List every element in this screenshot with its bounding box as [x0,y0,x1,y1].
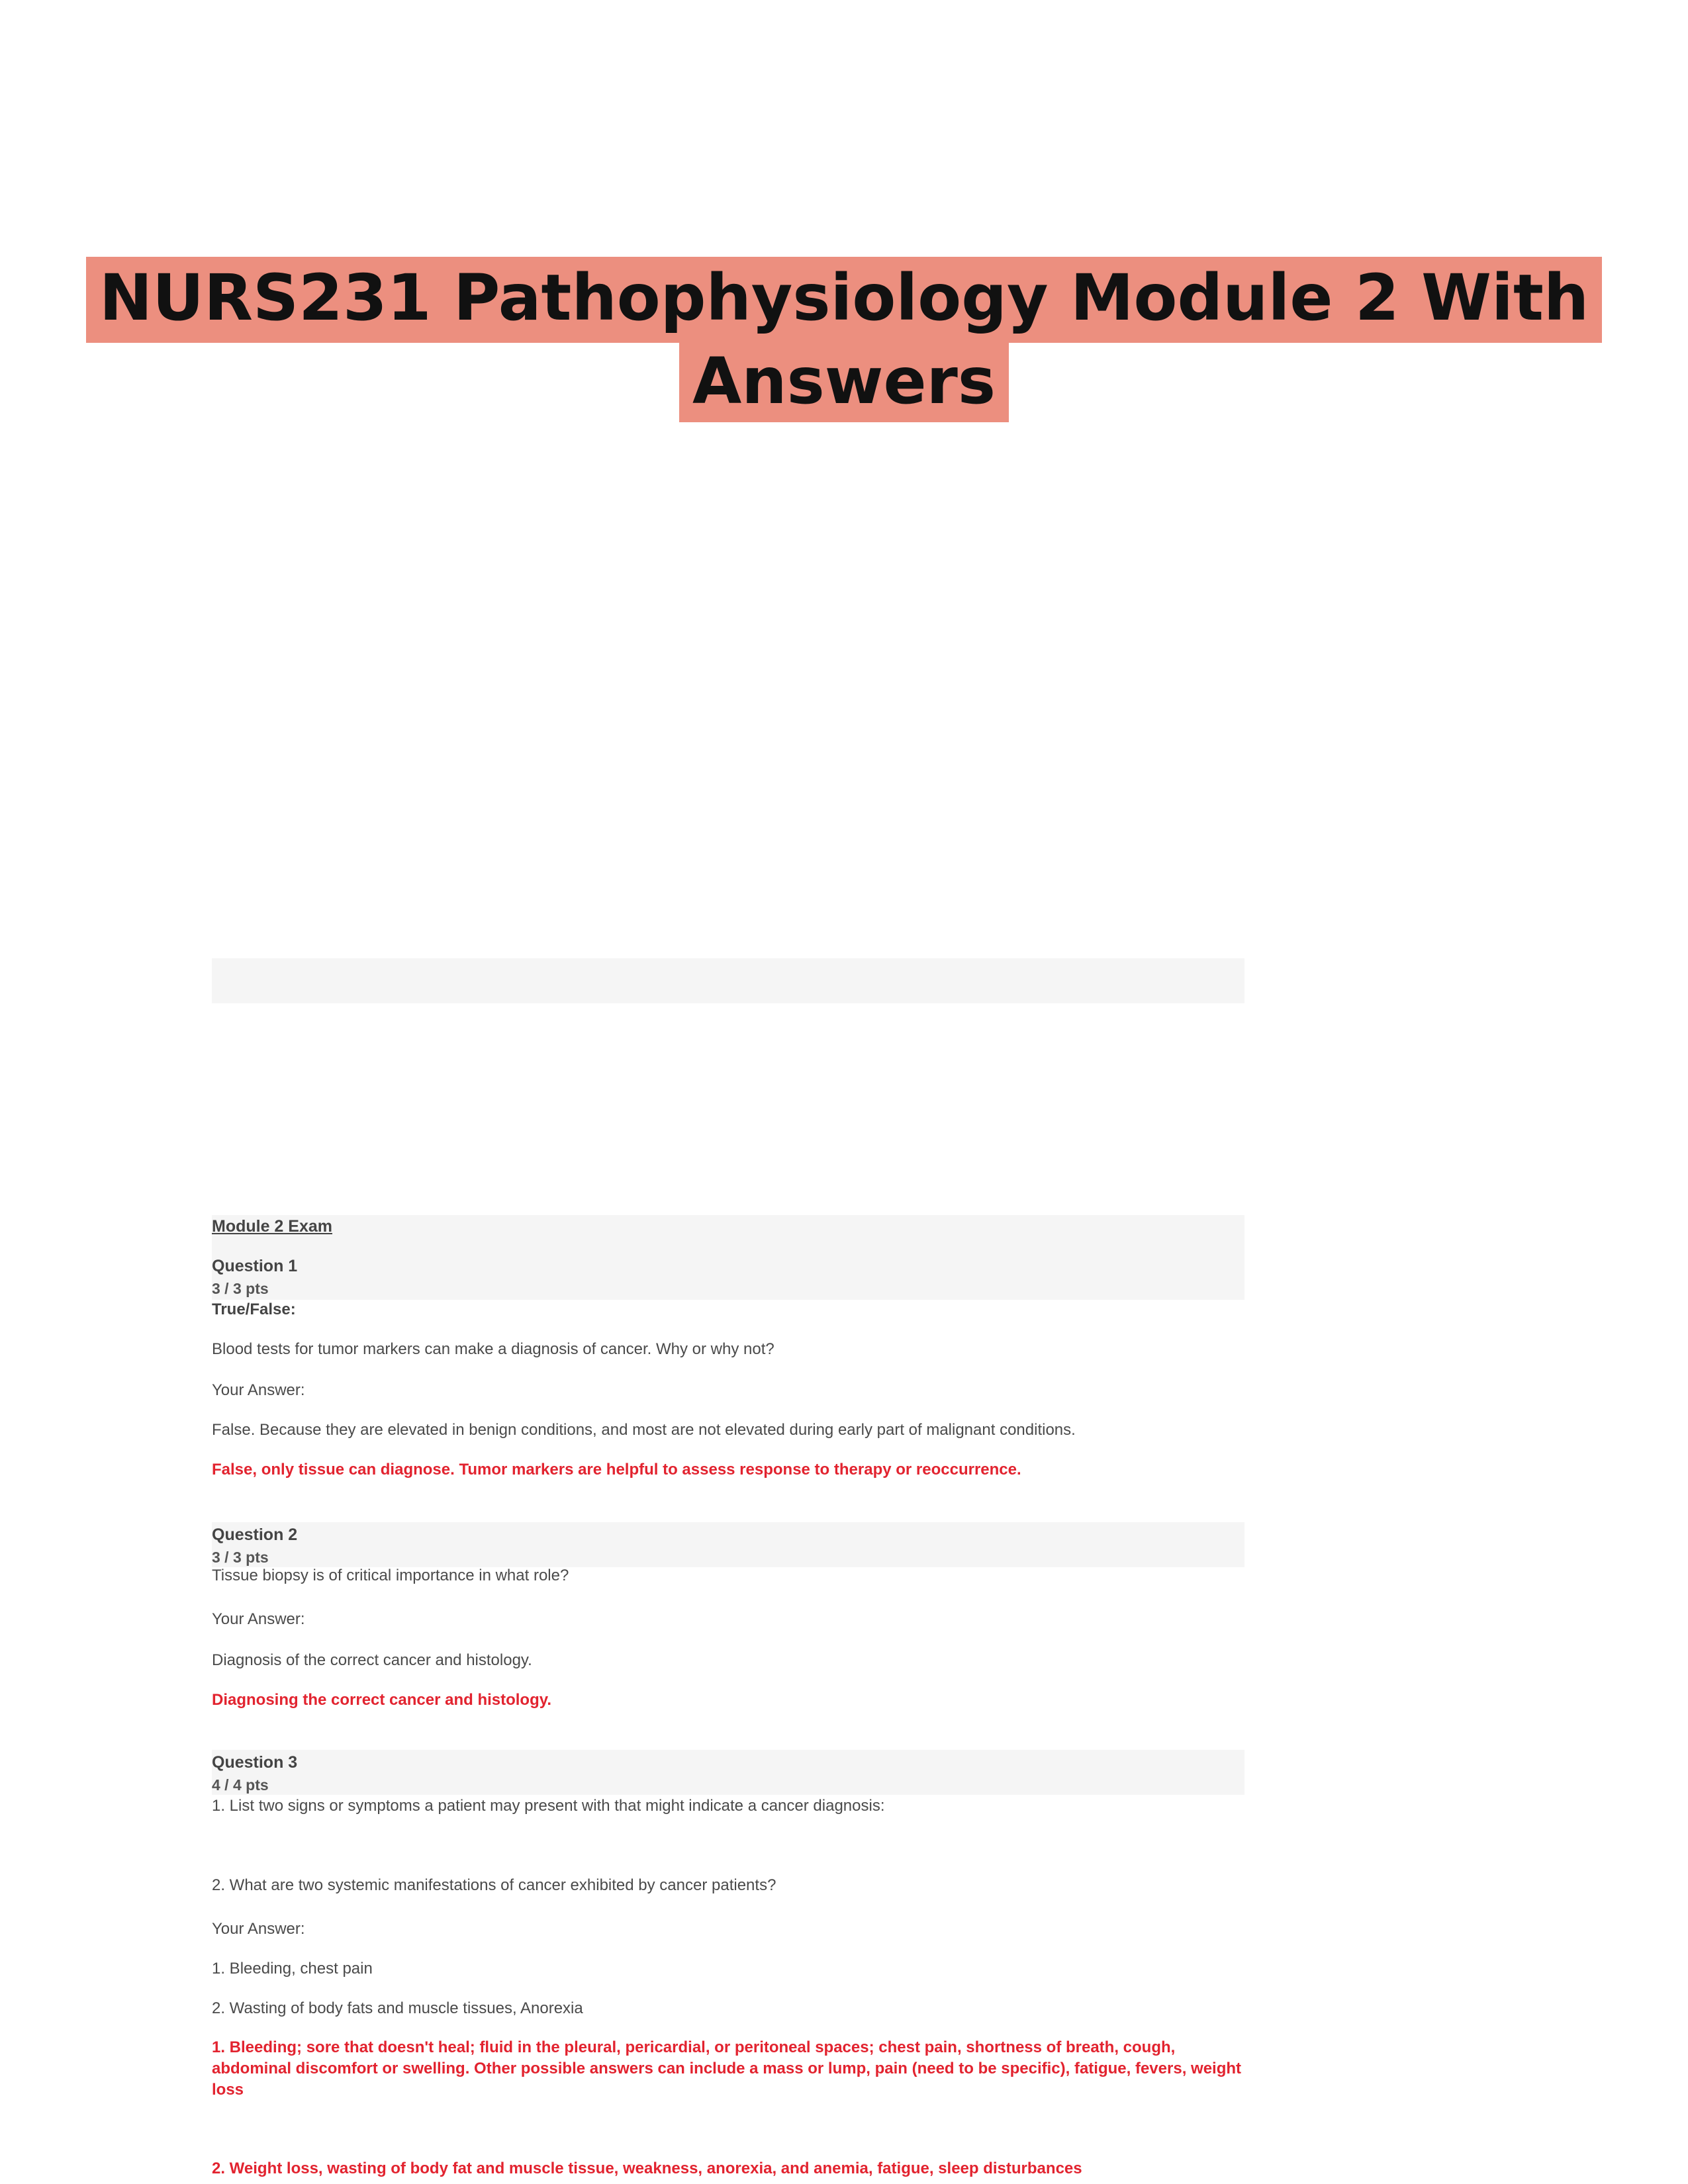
blank-band [212,958,1244,1003]
question-3-your-answer-2: 2. Wasting of body fats and muscle tissues, Anorexia [212,1999,583,2017]
question-2-your-answer-label: Your Answer: [212,1610,305,1628]
title-line-2: Answers [679,340,1009,422]
document-title [0,257,1688,422]
question-1-type: True/False: [212,1300,296,1318]
question-1-prompt: Blood tests for tumor markers can make a diagnosis of cancer. Why or why not? [212,1340,774,1358]
question-3-prompt-1: 1. List two signs or symptoms a patient may present with that might indicate a cancer diagnosis: [212,1797,885,1815]
question-2-correct-answer: Diagnosing the correct cancer and histology. [212,1691,551,1709]
question-3-correct-answer-1: 1. Bleeding; sore that doesn't heal; fluid in the pleural, pericardial, or peritoneal spaces; chest pain, shortness of breath, cough, abdominal discomfort or swelling. Other possible answers can include a mass or lump, pain (need to be specific), fatigue, fevers, weight loss [212,2038,1242,2099]
question-1-your-answer: False. Because they are elevated in benign conditions, and most are not elevated during early part of malignant conditions. [212,1421,1076,1439]
question-3-prompt-2: 2. What are two systemic manifestations of cancer exhibited by cancer patients? [212,1876,776,1894]
question-3-your-answer-1: 1. Bleeding, chest pain [212,1960,373,1978]
question-2-your-answer: Diagnosis of the correct cancer and histology. [212,1651,532,1669]
question-2-prompt: Tissue biopsy is of critical importance in what role? [212,1567,569,1584]
question-1-label: Question 1 [212,1257,298,1275]
question-3-your-answer-label: Your Answer: [212,1920,305,1938]
question-1-points: 3 / 3 pts [212,1280,269,1297]
exam-heading: Module 2 Exam [212,1217,332,1236]
question-3-points: 4 / 4 pts [212,1776,269,1794]
question-1-correct-answer: False, only tissue can diagnose. Tumor markers are helpful to assess response to therapy or reoccurrence. [212,1461,1021,1479]
question-1-your-answer-label: Your Answer: [212,1381,305,1399]
question-2-label: Question 2 [212,1525,298,1544]
question-2-points: 3 / 3 pts [212,1549,269,1566]
question-3-label: Question 3 [212,1753,298,1772]
title-line-1: NURS231 Pathophysiology Module 2 With [86,257,1602,343]
question-3-correct-answer-2: 2. Weight loss, wasting of body fat and muscle tissue, weakness, anorexia, and anemia, fatigue, sleep disturbances [212,2160,1082,2177]
